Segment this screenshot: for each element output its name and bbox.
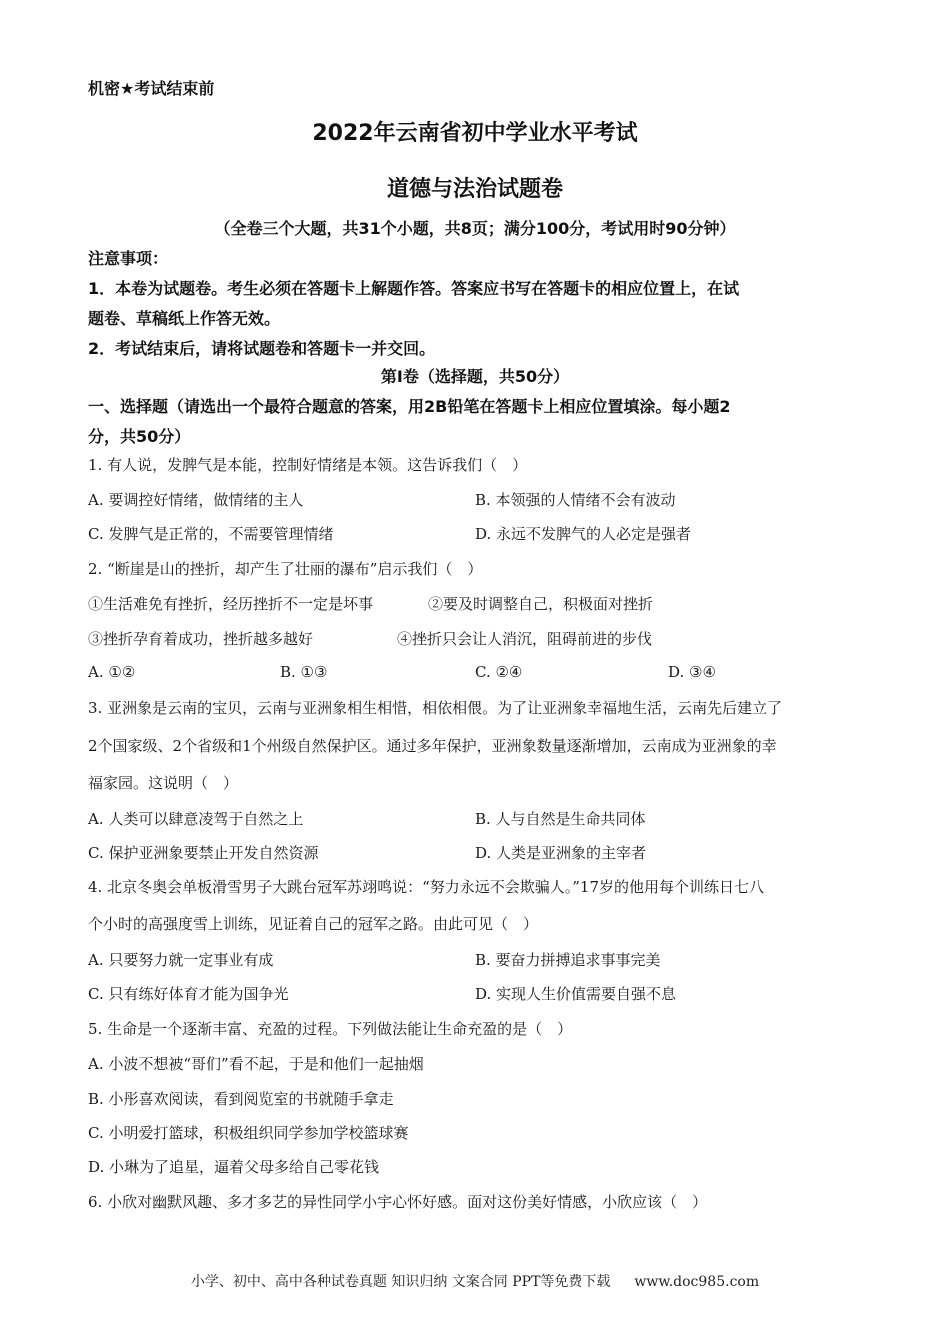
question-2-statement-2: ②要及时调整自己，积极面对挫折	[428, 595, 654, 613]
question-2-option-d: D. ③④	[668, 663, 716, 681]
question-2-statement-3: ③挫折孕育着成功，挫折越多越好	[88, 630, 314, 648]
question-5-stem: 5. 生命是一个逐渐丰富、充盈的过程。下列做法能让生命充盈的是（ ）	[88, 1020, 573, 1038]
question-3-option-d: D. 人类是亚洲象的主宰者	[475, 844, 647, 862]
question-4-option-d: D. 实现人生价值需要自强不息	[475, 985, 677, 1003]
page-footer	[0, 1271, 950, 1291]
question-5-option-b: B. 小彤喜欢阅读，看到阅览室的书就随手拿走	[88, 1090, 394, 1108]
part-1-heading: 第I卷（选择题，共50分）	[380, 367, 570, 386]
question-5-option-c: C. 小明爱打篮球，积极组织同学参加学校篮球赛	[88, 1124, 409, 1142]
notice-item-1-line-1: 1．本卷为试题卷。考生必须在答题卡上解题作答。答案应书写在答题卡的相应位置上，在试	[88, 279, 740, 298]
footer-url[interactable]: www.doc985.com	[634, 1274, 760, 1290]
notice-heading: 注意事项：	[88, 249, 169, 268]
question-2-option-b: B. ①③	[280, 663, 328, 681]
question-2-statement-4: ④挫折只会让人消沉，阻碍前进的步伐	[397, 630, 653, 648]
question-2-option-c: C. ②④	[475, 663, 523, 681]
confidential-tag: 机密★考试结束前	[88, 79, 215, 98]
footer-text: 小学、初中、高中各种试卷真题 知识归纳 文案合同 PPT等免费下载	[190, 1274, 611, 1290]
question-1-option-c: C. 发脾气是正常的，不需要管理情绪	[88, 525, 334, 543]
question-1-option-a: A. 要调控好情绪，做情绪的主人	[88, 491, 304, 509]
question-5-option-d: D. 小琳为了追星，逼着父母多给自己零花钱	[88, 1158, 380, 1176]
question-4-option-b: B. 要奋力拼搏追求事事完美	[475, 951, 661, 969]
question-1-option-d: D. 永远不发脾气的人必定是强者	[475, 525, 692, 543]
exam-title: 2022年云南省初中学业水平考试	[312, 121, 638, 146]
subject-title: 道德与法治试题卷	[386, 177, 563, 202]
question-5-option-a: A. 小波不想被“哥们”看不起，于是和他们一起抽烟	[88, 1055, 424, 1073]
question-4-option-c: C. 只有练好体育才能为国争光	[88, 985, 289, 1003]
exam-info: （全卷三个大题，共31个小题，共8页；满分100分，考试用时90分钟）	[214, 219, 736, 238]
question-1-option-b: B. 本领强的人情绪不会有波动	[475, 491, 676, 509]
question-3-stem-line-3: 福家园。这说明（ ）	[88, 774, 239, 792]
notice-item-1-line-2: 题卷、草稿纸上作答无效。	[88, 309, 281, 328]
section-1-heading-line-1: 一、选择题（请选出一个最符合题意的答案，用2B铅笔在答题卡上相应位置填涂。每小题2	[88, 397, 731, 416]
notice-item-2: 2．考试结束后，请将试题卷和答题卡一并交回。	[88, 339, 436, 358]
question-1-stem: 1. 有人说，发脾气是本能，控制好情绪是本领。这告诉我们（ ）	[88, 456, 528, 474]
question-6-stem: 6. 小欣对幽默风趣、多才多艺的异性同学小宇心怀好感。面对这份美好情感，小欣应该（ ）	[88, 1193, 708, 1211]
question-3-option-c: C. 保护亚洲象要禁止开发自然资源	[88, 844, 319, 862]
question-4-option-a: A. 只要努力就一定事业有成	[88, 951, 274, 969]
question-4-stem-line-2: 个小时的高强度雪上训练，见证着自己的冠军之路。由此可见（ ）	[88, 915, 539, 933]
question-3-option-a: A. 人类可以肆意凌驾于自然之上	[88, 810, 304, 828]
question-3-stem-line-1: 3. 亚洲象是云南的宝贝，云南与亚洲象相生相惜，相依相偎。为了让亚洲象幸福地生活，云南先后建立了	[88, 699, 783, 717]
question-2-option-a: A. ①②	[88, 663, 136, 681]
question-4-stem-line-1: 4. 北京冬奥会单板滑雪男子大跳台冠军苏翊鸣说：“努力永远不会欺骗人。”17岁的他用每个训练日七八	[88, 878, 765, 896]
question-3-stem-line-2: 2个国家级、2个省级和1个州级自然保护区。通过多年保护，亚洲象数量逐渐增加，云南成为亚洲象的幸	[88, 737, 777, 755]
question-2-statement-1: ①生活难免有挫折，经历挫折不一定是坏事	[88, 595, 374, 613]
question-2-stem: 2. “断崖是山的挫折，却产生了壮丽的瀑布”启示我们（ ）	[88, 560, 483, 578]
section-1-heading-line-2: 分，共50分）	[88, 427, 191, 446]
question-3-option-b: B. 人与自然是生命共同体	[475, 810, 646, 828]
